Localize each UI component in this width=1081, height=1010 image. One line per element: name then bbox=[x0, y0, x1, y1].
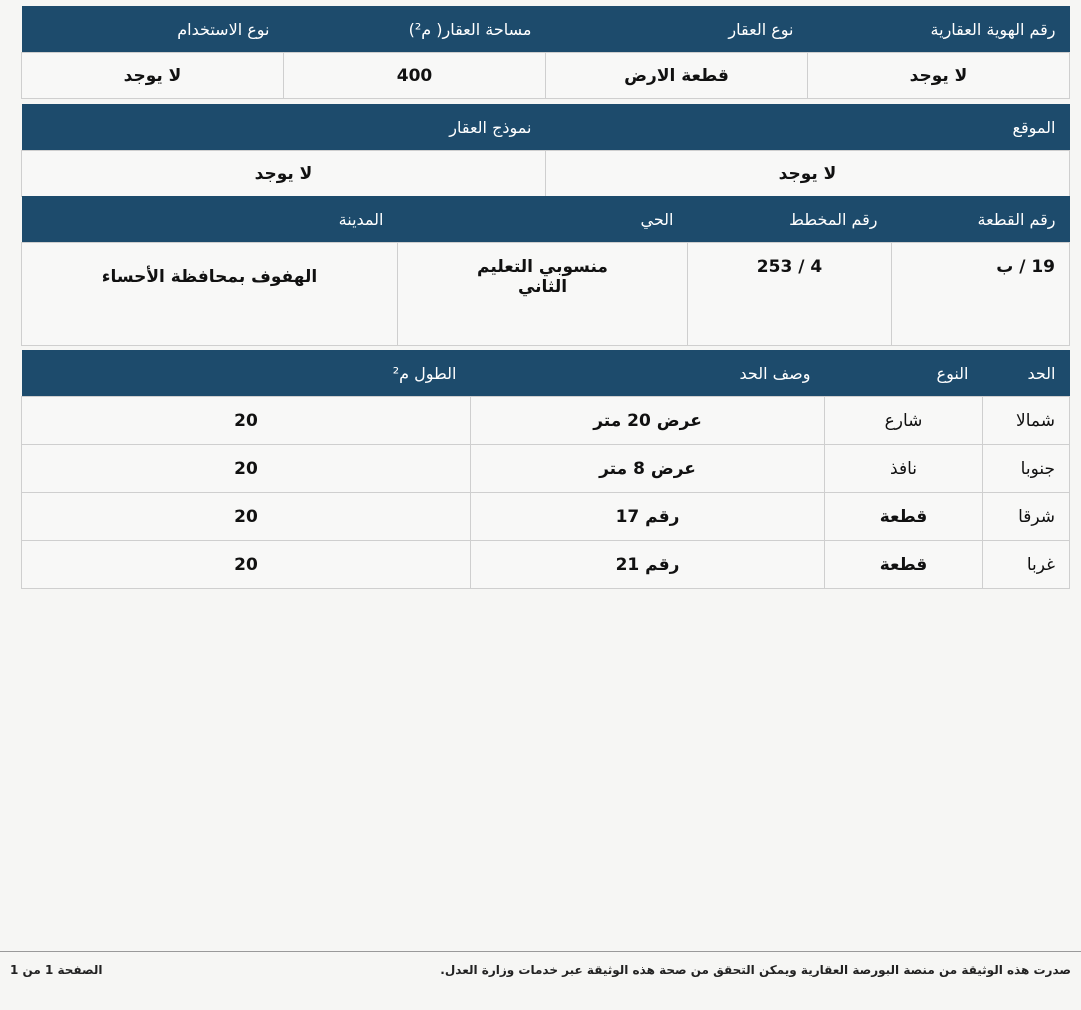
boundary-description: عرض 20 متر bbox=[471, 397, 825, 445]
value-location: لا يوجد bbox=[546, 151, 1070, 197]
footer-note: صدرت هذه الوثيقة من منصة البورصة العقارية ويمكن التحقق من صحة هذه الوثيقة عبر خدمات وزارة العدل. bbox=[440, 963, 1071, 977]
page-number: الصفحة 1 من 1 bbox=[10, 963, 103, 977]
header-property-id: رقم الهوية العقارية bbox=[808, 6, 1070, 53]
boundary-length: 20 bbox=[22, 445, 471, 493]
boundary-description: عرض 8 متر bbox=[471, 445, 825, 493]
boundary-type: نافذ bbox=[825, 445, 983, 493]
boundary-direction: غربا bbox=[983, 541, 1070, 589]
boundary-description: رقم 17 bbox=[471, 493, 825, 541]
value-property-model: لا يوجد bbox=[22, 151, 546, 197]
header-boundary-length: الطول م² bbox=[22, 350, 471, 397]
plot-info-value-row bbox=[22, 243, 1070, 346]
boundary-type: قطعة bbox=[825, 541, 983, 589]
property-info-value-row bbox=[22, 53, 1070, 99]
table-row bbox=[22, 397, 1070, 445]
header-location: الموقع bbox=[546, 104, 1070, 151]
value-usage-type: لا يوجد bbox=[22, 53, 284, 99]
header-scheme-number: رقم المخطط bbox=[688, 196, 892, 243]
value-property-type: قطعة الارض bbox=[546, 53, 808, 99]
location-info-value-row bbox=[22, 151, 1070, 197]
property-info-table bbox=[21, 6, 1070, 99]
plot-info-table bbox=[21, 196, 1070, 346]
header-boundary: الحد bbox=[983, 350, 1070, 397]
boundary-type: شارع bbox=[825, 397, 983, 445]
header-boundary-description: وصف الحد bbox=[471, 350, 825, 397]
property-info-header-row bbox=[22, 6, 1070, 53]
boundary-description: رقم 21 bbox=[471, 541, 825, 589]
value-property-id: لا يوجد bbox=[808, 53, 1070, 99]
location-info-header-row bbox=[22, 104, 1070, 151]
table-row bbox=[22, 445, 1070, 493]
header-city: المدينة bbox=[22, 196, 398, 243]
value-scheme-number: 4 / 253 bbox=[688, 243, 892, 346]
header-property-type: نوع العقار bbox=[546, 6, 808, 53]
value-district: منسوبي التعليم الثاني bbox=[398, 243, 688, 346]
boundary-length: 20 bbox=[22, 541, 471, 589]
value-plot-number: 19 / ب bbox=[892, 243, 1070, 346]
boundary-direction: شرقا bbox=[983, 493, 1070, 541]
header-plot-number: رقم القطعة bbox=[892, 196, 1070, 243]
plot-info-header-row bbox=[22, 196, 1070, 243]
boundary-direction: شمالا bbox=[983, 397, 1070, 445]
header-property-model: نموذج العقار bbox=[22, 104, 546, 151]
footer-divider bbox=[0, 951, 1081, 952]
boundary-type: قطعة bbox=[825, 493, 983, 541]
boundary-length: 20 bbox=[22, 493, 471, 541]
header-property-area: مساحة العقار( م²) bbox=[284, 6, 546, 53]
boundaries-table bbox=[21, 350, 1070, 589]
boundary-direction: جنوبا bbox=[983, 445, 1070, 493]
value-city: الهفوف بمحافظة الأحساء bbox=[22, 243, 398, 346]
boundary-length: 20 bbox=[22, 397, 471, 445]
table-row bbox=[22, 541, 1070, 589]
boundaries-header-row bbox=[22, 350, 1070, 397]
header-district: الحي bbox=[398, 196, 688, 243]
location-info-table bbox=[21, 104, 1070, 197]
header-boundary-type: النوع bbox=[825, 350, 983, 397]
value-property-area: 400 bbox=[284, 53, 546, 99]
header-usage-type: نوع الاستخدام bbox=[22, 6, 284, 53]
table-row bbox=[22, 493, 1070, 541]
